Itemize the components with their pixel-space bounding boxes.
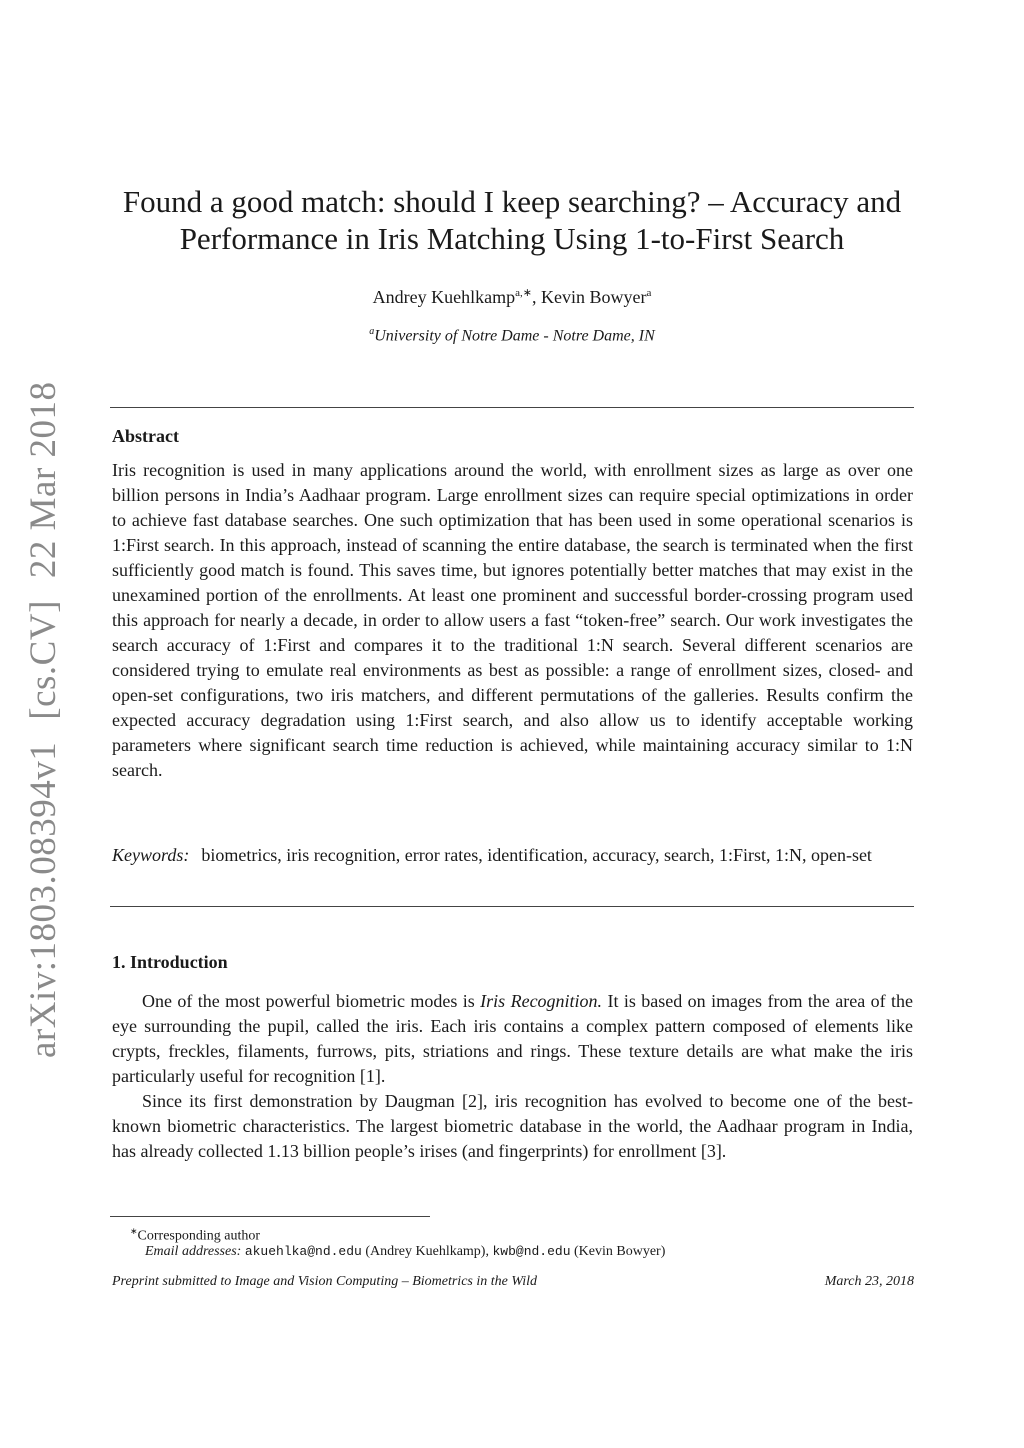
email-2-owner: (Kevin Bowyer) xyxy=(570,1244,666,1259)
intro-p1-after: It is based on images from the area of the eye surrounding the pupil, called the iris. Each iris contains a complex pattern composed of elements like crypts, freckles, filaments, furrows, pits, striations and rings. These texture details are what make the iris particularly useful for recognition [1]. xyxy=(112,991,913,1086)
section-heading-introduction: 1. Introduction xyxy=(112,952,228,972)
author-2-marks: a xyxy=(646,287,652,299)
footnote-emails xyxy=(145,1242,665,1262)
footnote-mark: ∗ xyxy=(130,1226,138,1236)
author-separator: , xyxy=(531,287,541,307)
footnote-rule xyxy=(110,1216,430,1217)
author-2: Kevin Bowyer xyxy=(540,287,647,307)
arxiv-category: [cs.CV] xyxy=(23,600,64,720)
intro-p1-before: One of the most powerful biometric modes is xyxy=(142,991,481,1011)
intro-paragraph-2: Since its first demonstration by Daugman [2], iris recognition has evolved to become one of the best-known biometric characteristics. The largest biometric database in the world, the Aadhaar program in India, has already collected 1.13 billion people’s irises (and fingerprints) for enrollment [3]. xyxy=(112,1091,913,1161)
footnote-corresponding-text: Corresponding author xyxy=(137,1228,261,1244)
preprint-date: March 23, 2018 xyxy=(824,1274,914,1289)
affiliation xyxy=(110,326,914,345)
affiliation-mark: a xyxy=(369,326,375,337)
bottom-rule xyxy=(110,906,914,907)
preprint-note: Preprint submitted to Image and Vision Computing – Biometrics in the Wild xyxy=(112,1274,538,1289)
email-label: Email addresses: xyxy=(145,1244,242,1259)
author-list xyxy=(110,286,914,308)
affiliation-text: University of Notre Dame - Notre Dame, IN xyxy=(374,327,655,345)
abstract-text: Iris recognition is used in many applications around the world, with enrollment sizes as large as over one billion persons in India’s Aadhaar program. Large enrollment sizes can require special optimizations in order to achieve fast database searches. One such optimization that has been used in some operational scenarios is 1:First search. In this approach, instead of scanning the entire database, the search is terminated when the first sufficiently good match is found. This saves time, but ignores potentially better matches that may exist in the unexamined portion of the enrollments. At least one prominent and successful border-crossing program used this approach for nearly a decade, in order to allow users a fast “token-free” search. Our work investigates the search accuracy of 1:First and compares it to the traditional 1:N search. Several different scenarios are considered trying to emulate real environments as best as possible: a range of enrollment sizes, closed- and open-set configurations, two iris matchers, and different permutations of the galleries. Results confirm the expected accuracy degradation using 1:First search, and also allow us to identify acceptable working parameters where significant search time reduction is achieved, while maintaining accuracy similar to 1:N search. xyxy=(112,460,913,780)
arxiv-date: 22 Mar 2018 xyxy=(23,381,64,579)
arxiv-sidebar xyxy=(22,381,65,1058)
paper-title xyxy=(110,183,914,257)
author-1: Andrey Kuehlkamp xyxy=(372,287,516,307)
keywords-label: Keywords: xyxy=(112,845,190,865)
abstract-heading: Abstract xyxy=(112,426,179,446)
title-line-2: Performance in Iris Matching Using 1-to-First Search xyxy=(179,221,845,256)
email-link-2[interactable]: kwb@nd.edu xyxy=(492,1244,571,1259)
email-1-owner: (Andrey Kuehlkamp), xyxy=(361,1244,493,1259)
intro-p1-emphasis: Iris Recognition. xyxy=(480,991,603,1011)
title-line-1: Found a good match: should I keep searching? – Accuracy and xyxy=(122,184,902,219)
keywords xyxy=(112,843,913,868)
intro-paragraph-1 xyxy=(112,989,913,1089)
keywords-text: biometrics, iris recognition, error rates, identification, accuracy, search, 1:First, 1:N, open-set xyxy=(201,845,872,865)
top-rule xyxy=(110,407,914,408)
arxiv-id: arXiv:1803.08394v1 xyxy=(23,741,64,1058)
author-1-marks: a,∗ xyxy=(515,287,532,299)
email-link-1[interactable]: akuehlka@nd.edu xyxy=(244,1244,362,1259)
